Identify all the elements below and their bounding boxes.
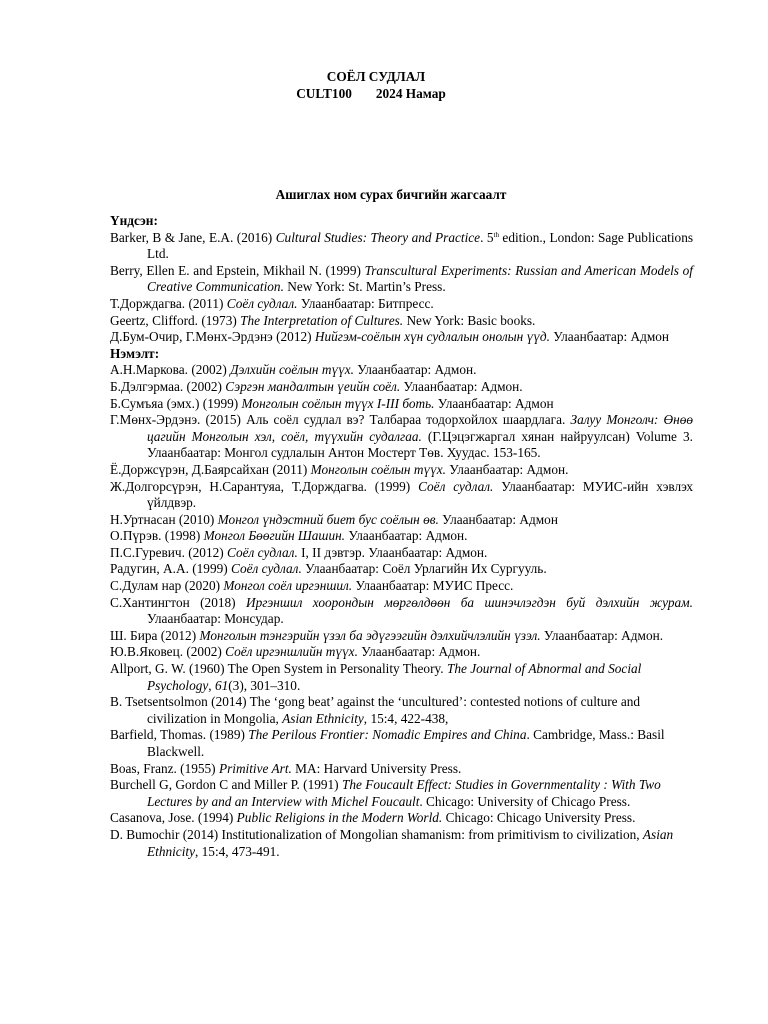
course-code: CULT100 [296,86,352,101]
reference-post-text: Улаанбаатар: Адмон. [445,461,569,477]
reference-pre-text: Geertz, Clifford. (1973) [110,312,241,328]
reference-post-text: Улаанбаатар: Адмон [434,395,554,411]
reference-italic-text: Asian Ethnicity [147,826,674,859]
reading-list-title: Ашиглах ном сурах бичгийн жагсаалт [275,187,507,202]
reference-entry [110,644,693,661]
reference-post-text: , [208,677,215,693]
reference-sup-text: th [493,230,499,239]
reference-pre-text: О.Пүрэв. (1998) [110,528,204,544]
reference-italic-text: Сэргэн мандалтын үеийн соёл. [225,378,401,394]
reference-post-text: . 5 [480,229,494,245]
reference-post-text: (3), 301–310. [228,677,301,693]
reference-post-text: , 15:4, 473-491. [195,843,280,859]
reference-italic-text: The Interpretation of Cultures. [240,312,404,328]
reference-entry [110,396,693,413]
reference-italic-text: Залуу Монголч: Өнөө цагийн Монголын хэл, соёл, түүхийн судалгаа. [147,412,693,444]
reference-italic-text: The Journal of Abnormal and Social Psychology [147,661,642,693]
reference-post-text: Улаанбаатар: Монсудар. [147,611,284,627]
reference-pre-text: Б.Сумъяа (эмх.) (1999) [110,395,242,411]
reference-entry [110,462,693,479]
reference-italic-text: Соёл судлал. [226,295,298,311]
reference-entry [110,479,693,512]
reference-entry [110,545,693,562]
reference-pre-text: А.Н.Маркова. (2002) [110,362,231,378]
reference-italic-text: Монгол үндэстний биет бус соёлын өв. [217,511,439,527]
reference-entry [110,727,693,760]
reference-entry [110,528,693,545]
reference-italic-text: The Foucault Effect: Studies in Governmentality : With Two Lectures by and an Interview with Michel Foucault [147,777,661,809]
reference-post-text: Улаанбаатар: Адмон. [353,362,477,378]
reference-post-text: Улаанбаатар: Адмон. [357,644,481,660]
reference-italic-text: 61 [214,677,229,693]
section-heading-main: Үндсэн: [110,213,158,228]
reference-post-text: Улаанбаатар: Адмон. [345,528,468,544]
reference-entry [110,827,693,860]
reference-pre-text: Barfield, Thomas. (1989) [110,727,249,743]
reference-post-text: MA: Harvard University Press. [291,760,462,776]
reference-italic-text: Transcultural Experiments: Russian and American Models of Creative Communication. [147,262,693,295]
reference-italic-text: Cultural Studies: Theory and Practice [275,229,481,245]
reference-italic-text: Монгол соёл иргэншил. [223,578,353,594]
reference-pre-text: Г.Мөнх-Эрдэнэ. (2015) Аль соёл судлал вэ? Талбараа тодорхойлох шаардлага. [110,412,571,428]
section-heading-additional: Нэмэлт: [110,345,160,361]
reference-pre-text: С.Хантингтон (2018) [110,594,246,610]
reference-pre-text: Ё.Доржсүрэн, Д.Баярсайхан (2011) [110,461,311,477]
reference-post-text: New York: Basic books. [403,312,536,328]
reference-post-text: Chicago: Chicago University Press. [442,810,636,826]
reference-pre-text: Ю.В.Яковец. (2002) [110,644,226,660]
main-references [110,230,693,346]
reference-pre-text: Т.Дорждагва. (2011) [110,295,227,311]
reference-pre-text: Ж.Долгорсүрэн, Н.Сарантуяа, Т.Дорждагва. (1999) [110,478,419,494]
reference-italic-text: Монголын тэнгэрийн үзэл ба эдүгээгийн дэлхийчлэлийн үзэл. [199,627,541,643]
reference-post-text: Улаанбаатар: Битпресс. [297,295,434,311]
reference-post-text: Улаанбаатар: Адмон. [540,627,664,643]
reference-italic-text: Иргэншил хоорондын мөргөлдөөн ба шинэчлэгдэн буй дэлхийн журам. [245,594,693,610]
reference-entry [110,263,693,296]
reference-italic-text: Монголын соёлын түүх I-III боть. [241,395,435,411]
reference-post-text: Улаанбаатар: МУИС Пресс. [352,578,514,594]
reference-entry [110,512,693,529]
reference-italic-text: Asian Ethnicity [282,710,364,726]
reference-italic-text: Монгол Бөөгийн Шашин. [203,528,346,544]
reference-pre-text: Радугин, А.А. (1999) [110,561,231,577]
reference-entry [110,628,693,645]
reference-pre-text: Berry, Ellen E. and Epstein, Mikhail N. (1999) [110,262,365,278]
reference-pre-text: Allport, G. W. (1960) The Open System in Personality Theory. [110,661,447,677]
reference-entry [110,230,693,263]
reference-italic-text: Primitive Art. [218,760,292,776]
reference-entry [110,777,693,810]
reference-entry [110,561,693,578]
reference-italic-text: Соёл иргэншлийн түүх. [225,644,358,660]
reference-pre-text: B. Tsetsentsolmon (2014) The ‘gong beat’ against the ‘uncultured’: contested notions of culture and civilization in Mongolia, [110,694,641,726]
reference-pre-text: D. Bumochir (2014) Institutionalization of Mongolian shamanism: from primitivism to civilization, [110,826,643,842]
reference-pre-text: Д.Бум-Очир, Г.Мөнх-Эрдэнэ (2012) [110,329,315,345]
reference-entry [110,661,693,694]
reference-post-text: Улаанбаатар: Адмон [438,511,558,527]
reference-italic-text: Соёл судлал. [231,561,302,577]
reference-post-text: Улаанбаатар: Адмон [549,329,670,345]
reference-italic-text: Дэлхийн соёлын түүх. [230,362,354,378]
reference-post-text: edition., London: Sage Publications Ltd. [147,229,694,262]
reference-pre-text: П.С.Гуревич. (2012) [110,544,228,560]
reference-entry [110,810,693,827]
reference-post-text: . Cambridge, Mass.: Basil Blackwell. [147,727,665,759]
reference-post-text: , 15:4, 422-438, [363,710,449,726]
reference-italic-text: Монголын соёлын түүх. [310,461,446,477]
course-title: СОЁЛ СУДЛАЛ [326,69,426,84]
additional-references [110,362,693,860]
reference-pre-text: С.Дулам нар (2020) [110,578,224,594]
reference-pre-text: Barker, B & Jane, E.A. (2016) [110,229,276,245]
reference-post-text: Улаанбаатар: МУИС-ийн хэвлэх үйлдвэр. [147,478,694,511]
reference-pre-text: Н.Уртнасан (2010) [110,511,218,527]
reference-italic-text: Public Religions in the Modern World. [236,810,443,826]
reference-entry [110,578,693,595]
reference-pre-text: Burchell G, Gordon C and Miller P. (1991) [110,777,342,793]
reference-post-text: (Г.Цэцэгжаргал хянан найруулсан) Volume 3. Улаанбаатар: Монгол судлалын Антон Мостерт Төв. Хуудас. 153-165. [147,428,693,461]
reference-post-text: Улаанбаатар: Соёл Урлагийн Их Сургууль. [301,561,547,577]
reference-entry [110,379,693,396]
reference-entry [110,761,693,778]
reference-pre-text: Ш. Бира (2012) [110,627,200,643]
reference-entry [110,362,693,379]
course-term: 2024 Намар [375,86,446,101]
reference-italic-text: Соёл судлал. [418,478,494,494]
reference-post-text: I, II дэвтэр. Улаанбаатар: Адмон. [297,544,488,560]
reference-pre-text: Casanova, Jose. (1994) [110,810,237,826]
course-subtitle [0,86,755,103]
reference-list [110,213,693,860]
reference-entry [110,296,693,313]
reference-entry [110,313,693,330]
reference-italic-text: The Perilous Frontier: Nomadic Empires and China [248,727,527,743]
reference-post-text: New York: St. Martin’s Press. [283,279,446,295]
reference-post-text: . Chicago: University of Chicago Press. [419,793,631,809]
reference-entry [110,412,693,462]
reference-italic-text: Соёл судлал. [227,544,298,560]
reference-entry [110,694,693,727]
reference-pre-text: Б.Дэлгэрмаа. (2002) [110,378,226,394]
reference-pre-text: Boas, Franz. (1955) [110,760,219,776]
reference-post-text: Улаанбаатар: Адмон. [400,378,523,394]
reference-entry [110,329,693,346]
reference-entry [110,595,693,628]
reference-italic-text: Нийгэм-соёлын хүн судлалын онолын үүд. [314,329,550,345]
